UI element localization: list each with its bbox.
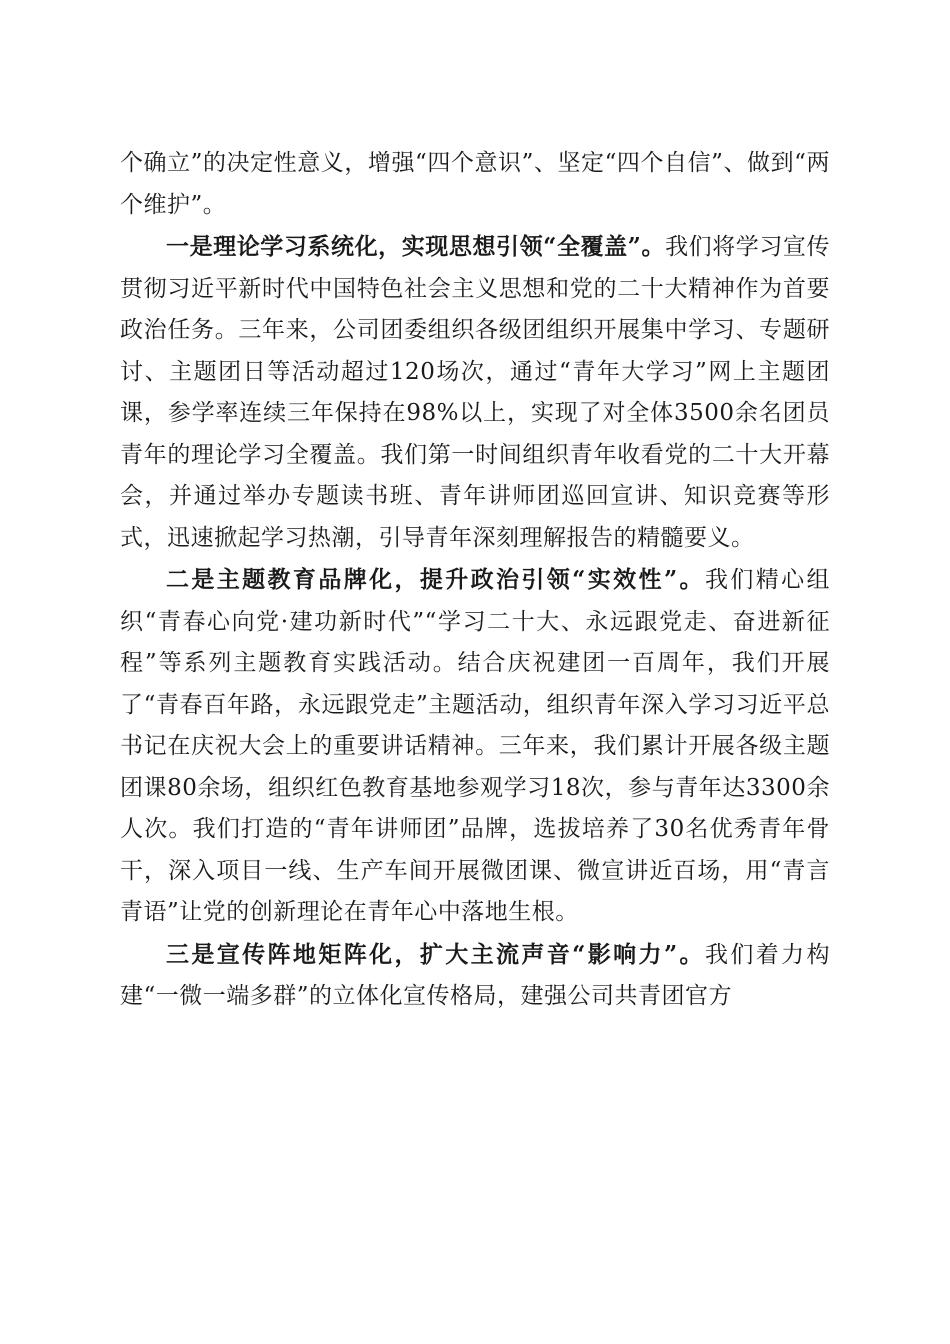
paragraph-1-body: 个确立”的决定性意义，增强“四个意识”、坚定“四个自信”、做到“两个维护”。	[120, 150, 830, 218]
paragraph-4-lead: 三是宣传阵地矩阵化，扩大主流声音“影响力”。	[166, 940, 705, 968]
paragraph-3	[120, 559, 830, 934]
paragraph-2-lead: 一是理论学习系统化，实现思想引领“全覆盖”。	[166, 233, 666, 260]
paragraph-4-body: 我们着力构建“一微一端多群”的立体化宣传格局，建强公司共青团官方	[120, 941, 830, 1009]
paragraph-3-lead: 二是主题教育品牌化，提升政治引领“实效性”。	[166, 566, 705, 593]
paragraph-2-body: 我们将学习宣传贯彻习近平新时代中国特色社会主义思想和党的二十大精神作为首要政治任务。三年来，公司团委组织各级团组织开展集中学习、专题研讨、主题团日等活动超过120场次，通过“青年大学习”网上主题团课，参学率连续三年保持在98%以上，实现了对全体3500余名团员青年的理论学习全覆盖。我们第一时间组织青年收看党的二十大开幕会，并通过举办专题读书班、青年讲师团巡回宣讲、知识竞赛等形式，迅速掀起学习热潮，引导青年深刻理解报告的精髓要义。	[120, 234, 830, 551]
paragraph-4	[120, 934, 830, 1018]
paragraph-3-body: 我们精心组织“青春心向党·建功新时代”“学习二十大、永远跟党走、奋进新征程”等系列主题教育实践活动。结合庆祝建团一百周年，我们开展了“青春百年路，永远跟党走”主题活动，组织青年深入学习习近平总书记在庆祝大会上的重要讲话精神。三年来，我们累计开展各级主题团课80余场，组织红色教育基地参观学习18次，参与青年达3300余人次。我们打造的“青年讲师团”品牌，选拔培养了30名优秀青年骨干，深入项目一线、生产车间开展微团课、微宣讲近百场，用“青言青语”让党的创新理论在青年心中落地生根。	[120, 567, 830, 925]
paragraph-1	[120, 142, 830, 226]
paragraph-2	[120, 226, 830, 559]
document-page	[120, 142, 830, 1018]
